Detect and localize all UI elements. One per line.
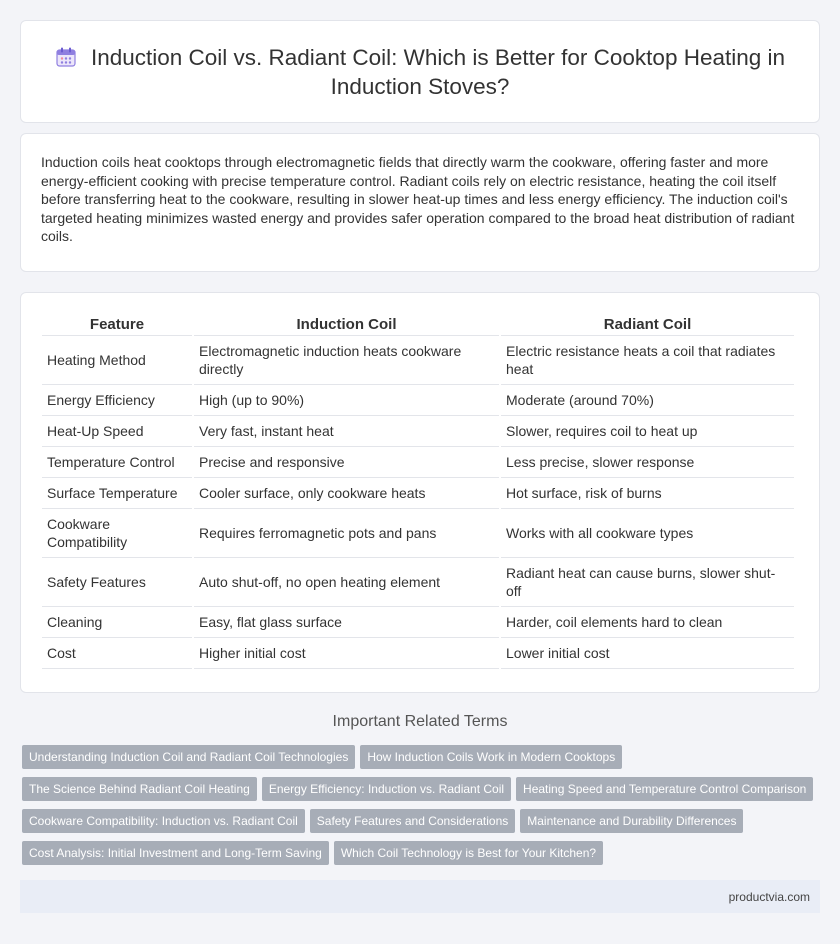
related-term-tag[interactable]: Cookware Compatibility: Induction vs. Radiant Coil [22,809,305,833]
radiant-cell: Harder, coil elements hard to clean [501,607,794,638]
related-term-tag[interactable]: How Induction Coils Work in Modern Cooktops [360,745,622,769]
related-term-tag[interactable]: Understanding Induction Coil and Radiant Coil Technologies [22,745,355,769]
header-radiant: Radiant Coil [501,314,794,336]
radiant-cell: Hot surface, risk of burns [501,478,794,509]
induction-cell: High (up to 90%) [194,385,499,416]
induction-cell: Requires ferromagnetic pots and pans [194,509,499,558]
related-terms-list [22,745,822,873]
induction-cell: Precise and responsive [194,447,499,478]
footer-site-link[interactable]: productvia.com [728,890,810,904]
induction-cell: Higher initial cost [194,638,499,669]
feature-cell: Heating Method [42,336,192,385]
table-row [42,638,794,669]
title-card [20,20,820,123]
related-term-tag[interactable]: Which Coil Technology is Best for Your Kitchen? [334,841,603,865]
table-row [42,607,794,638]
induction-cell: Electromagnetic induction heats cookware directly [194,336,499,385]
page-title: Induction Coil vs. Radiant Coil: Which is Better for Cooktop Heating in Induction Stoves? [90,45,786,99]
tag-row [22,809,822,841]
tag-row [22,841,822,873]
feature-cell: Cost [42,638,192,669]
title-wrap [21,43,819,101]
tag-row [22,777,822,809]
table-row [42,385,794,416]
feature-cell: Cookware Compatibility [42,509,192,558]
radiant-cell: Slower, requires coil to heat up [501,416,794,447]
comparison-card [20,292,820,693]
feature-cell: Heat-Up Speed [42,416,192,447]
tag-row [22,745,822,777]
related-terms-heading: Important Related Terms [332,713,508,730]
header-induction: Induction Coil [194,314,499,336]
header-feature: Feature [42,314,192,336]
related-term-tag[interactable]: Energy Efficiency: Induction vs. Radiant Coil [262,777,511,801]
table-header-row [42,314,794,336]
related-term-tag[interactable]: The Science Behind Radiant Coil Heating [22,777,257,801]
related-term-tag[interactable]: Safety Features and Considerations [310,809,515,833]
calendar-icon [55,46,77,68]
intro-paragraph: Induction coils heat cooktops through electromagnetic fields that directly warm the cookware, offering faster and more energy-efficient cooking with precise temperature control. Radiant coils rely on electric resistance, heating the coil itself before transferring heat to the cookware, resulting in slower heat-up times and less energy efficiency. The induction coil's targeted heating minimizes wasted energy and provides safer operation compared to the broad heat distribution of radiant coils. [41,154,795,244]
radiant-cell: Radiant heat can cause burns, slower shut-off [501,558,794,607]
table-row [42,447,794,478]
footer [20,880,820,913]
radiant-cell: Less precise, slower response [501,447,794,478]
table-row [42,416,794,447]
radiant-cell: Lower initial cost [501,638,794,669]
feature-cell: Surface Temperature [42,478,192,509]
radiant-cell: Works with all cookware types [501,509,794,558]
induction-cell: Easy, flat glass surface [194,607,499,638]
related-term-tag[interactable]: Maintenance and Durability Differences [520,809,743,833]
related-term-tag[interactable]: Heating Speed and Temperature Control Comparison [516,777,813,801]
induction-cell: Cooler surface, only cookware heats [194,478,499,509]
intro-card [20,133,820,272]
table-row [42,336,794,385]
radiant-cell: Moderate (around 70%) [501,385,794,416]
feature-cell: Safety Features [42,558,192,607]
table-row [42,509,794,558]
related-term-tag[interactable]: Cost Analysis: Initial Investment and Long-Term Saving [22,841,329,865]
table-row [42,478,794,509]
feature-cell: Energy Efficiency [42,385,192,416]
induction-cell: Very fast, instant heat [194,416,499,447]
feature-cell: Cleaning [42,607,192,638]
feature-cell: Temperature Control [42,447,192,478]
table-row [42,558,794,607]
radiant-cell: Electric resistance heats a coil that radiates heat [501,336,794,385]
comparison-table [40,314,796,669]
induction-cell: Auto shut-off, no open heating element [194,558,499,607]
